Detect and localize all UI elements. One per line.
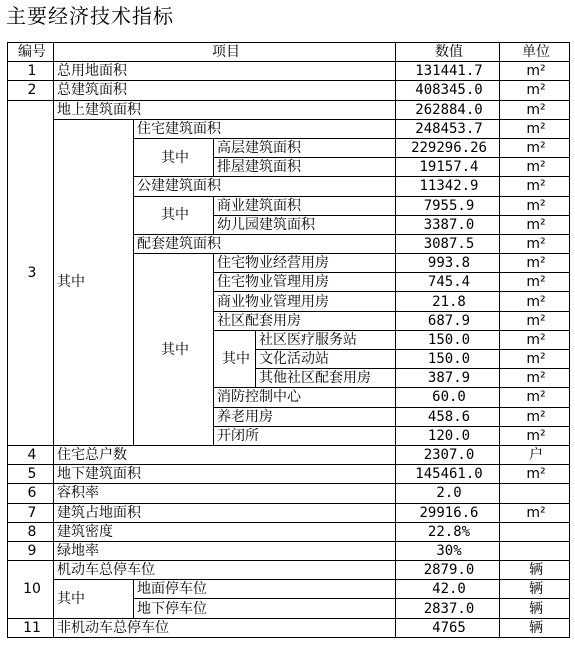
table-row [8,522,570,541]
item-unit: m² [500,426,570,445]
header-no: 编号 [8,43,54,62]
item-unit: m² [500,503,570,522]
page-title: 主要经济技术指标 [6,4,174,28]
header-value: 数值 [396,43,500,62]
item-unit: m² [500,119,570,138]
item-label: 地上建筑面积 [54,100,396,119]
item-label: 商业物业管理用房 [214,292,396,311]
item-value: 458.6 [396,407,500,426]
item-label: 机动车总停车位 [54,561,396,580]
item-label: 地面停车位 [134,580,396,599]
item-unit: 辆 [500,561,570,580]
item-value: 21.8 [396,292,500,311]
item-unit: m² [500,369,570,388]
qizhong-label: 其中 [134,196,214,234]
item-label: 住宅物业经营用房 [214,254,396,273]
item-label: 高层建筑面积 [214,138,396,157]
table-row [8,465,570,484]
item-value: 2.0 [396,484,500,503]
row-number: 5 [8,465,54,484]
row-number: 1 [8,62,54,81]
item-value: 262884.0 [396,100,500,119]
item-value: 3387.0 [396,215,500,234]
item-unit: m² [500,292,570,311]
item-value: 150.0 [396,350,500,369]
table-row [8,81,570,100]
row-number: 6 [8,484,54,503]
item-label: 文化活动站 [256,350,396,369]
item-value: 993.8 [396,254,500,273]
item-value: 145461.0 [396,465,500,484]
table-row [8,119,570,138]
item-label: 地下停车位 [134,599,396,618]
item-value: 120.0 [396,426,500,445]
item-unit [500,541,570,560]
qizhong-label: 其中 [54,119,134,445]
item-unit: m² [500,330,570,349]
item-value: 2879.0 [396,561,500,580]
header-unit: 单位 [500,43,570,62]
item-label: 幼儿园建筑面积 [214,215,396,234]
item-label: 商业建筑面积 [214,196,396,215]
item-label: 排屋建筑面积 [214,158,396,177]
item-unit: 户 [500,445,570,464]
item-label: 非机动车总停车位 [54,618,396,637]
table-row [8,62,570,81]
item-label: 其他社区配套用房 [256,369,396,388]
row-number: 3 [8,100,54,445]
item-value: 3087.5 [396,234,500,253]
item-unit: 辆 [500,580,570,599]
item-value: 11342.9 [396,177,500,196]
qizhong-label: 其中 [134,138,214,176]
item-value: 7955.9 [396,196,500,215]
row-number: 10 [8,561,54,619]
table-row [8,503,570,522]
item-unit: 辆 [500,618,570,637]
item-unit: m² [500,254,570,273]
item-unit: m² [500,177,570,196]
item-unit: m² [500,311,570,330]
item-label: 容积率 [54,484,396,503]
item-unit [500,522,570,541]
item-value: 229296.26 [396,138,500,157]
qizhong-label: 其中 [214,330,256,388]
item-label: 住宅建筑面积 [134,119,396,138]
item-value: 745.4 [396,273,500,292]
item-unit: 辆 [500,599,570,618]
item-label: 社区配套用房 [214,311,396,330]
item-unit: m² [500,215,570,234]
item-label: 地下建筑面积 [54,465,396,484]
item-value: 687.9 [396,311,500,330]
item-unit: m² [500,196,570,215]
row-number: 7 [8,503,54,522]
item-value: 131441.7 [396,62,500,81]
item-unit: m² [500,388,570,407]
item-value: 408345.0 [396,81,500,100]
item-label: 总用地面积 [54,62,396,81]
table-row [8,541,570,560]
item-label: 配套建筑面积 [134,234,396,253]
item-unit: m² [500,158,570,177]
row-number: 4 [8,445,54,464]
table-row [8,618,570,637]
table-row [8,445,570,464]
item-value: 248453.7 [396,119,500,138]
item-label: 绿地率 [54,541,396,560]
item-value: 2837.0 [396,599,500,618]
item-unit: m² [500,350,570,369]
item-value: 150.0 [396,330,500,349]
item-value: 4765 [396,618,500,637]
item-unit: m² [500,100,570,119]
row-number: 8 [8,522,54,541]
indicator-table [7,42,570,638]
item-label: 建筑密度 [54,522,396,541]
qizhong-label: 其中 [54,580,134,618]
item-label: 公建建筑面积 [134,177,396,196]
item-unit: m² [500,273,570,292]
item-unit: m² [500,407,570,426]
table-row [8,484,570,503]
item-label: 消防控制中心 [214,388,396,407]
qizhong-label: 其中 [134,254,214,446]
row-number: 9 [8,541,54,560]
item-unit: m² [500,234,570,253]
table-header-row [8,43,570,62]
item-unit: m² [500,138,570,157]
item-label: 住宅总户数 [54,445,396,464]
table-row [8,561,570,580]
table-row [8,100,570,119]
item-unit: m² [500,62,570,81]
item-label: 总建筑面积 [54,81,396,100]
item-unit: m² [500,465,570,484]
header-item: 项目 [54,43,396,62]
item-label: 养老用房 [214,407,396,426]
table-row [8,580,570,599]
item-unit [500,484,570,503]
item-value: 22.8% [396,522,500,541]
item-label: 社区医疗服务站 [256,330,396,349]
item-value: 29916.6 [396,503,500,522]
row-number: 2 [8,81,54,100]
item-label: 开闭所 [214,426,396,445]
item-label: 建筑占地面积 [54,503,396,522]
item-value: 19157.4 [396,158,500,177]
item-value: 60.0 [396,388,500,407]
item-value: 30% [396,541,500,560]
item-value: 387.9 [396,369,500,388]
item-value: 42.0 [396,580,500,599]
item-value: 2307.0 [396,445,500,464]
item-label: 住宅物业管理用房 [214,273,396,292]
row-number: 11 [8,618,54,637]
item-unit: m² [500,81,570,100]
